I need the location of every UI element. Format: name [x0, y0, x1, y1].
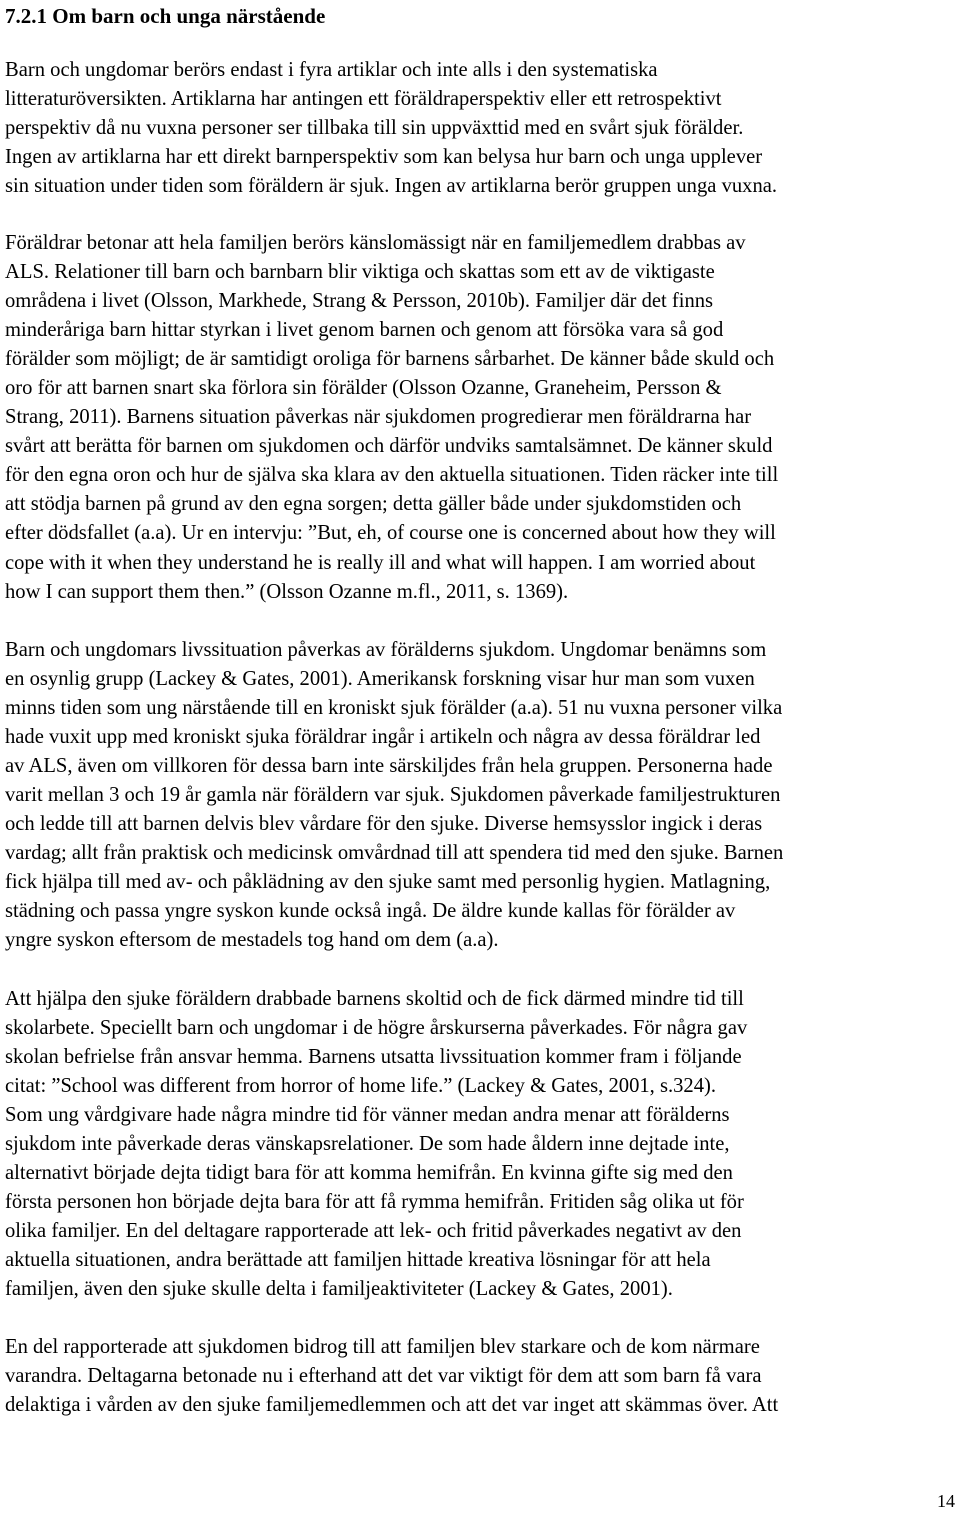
text-line: delaktiga i vården av den sjuke familjemedlemmen och att det var inget att skämmas över. Att [5, 1394, 779, 1417]
text-line: hade vuxit upp med kroniskt sjuka föräldrar ingår i artikeln och några av dessa föräldrar led [5, 726, 761, 749]
text-line: Föräldrar betonar att hela familjen berörs känslomässigt när en familjemedlem drabbas av [5, 232, 746, 254]
paragraph-2 [5, 229, 778, 607]
text-line: Barn och ungdomar berörs endast i fyra artiklar och inte alls i den systematiska [5, 59, 658, 81]
text-line: Ingen av artiklarna har ett direkt barnperspektiv som kan belysa hur barn och unga upplever [5, 146, 763, 169]
text-line: olika familjer. En del deltagare rapporterade att lek- och fritid påverkades negativt av den [5, 1220, 742, 1243]
text-line: minns tiden som ung närstående till en kroniskt sjuk förälder (a.a). 51 nu vuxna personer vilka [5, 697, 783, 720]
text-line: efter dödsfallet (a.a). Ur en intervju: ”But, eh, of course one is concerned about how they will [5, 522, 776, 545]
text-line: vardag; allt från praktisk och medicinsk omvårdnad till att spendera tid med den sjuke. Barnen [5, 842, 784, 865]
text-line: varit mellan 3 och 19 år gamla när föräldern var sjuk. Sjukdomen påverkade familjestrukturen [5, 784, 781, 807]
text-line: alternativt började dejta tidigt bara för att komma hemifrån. En kvinna gifte sig med den [5, 1162, 733, 1185]
text-line: varandra. Deltagarna betonade nu i efterhand att det var viktigt för dem att som barn få vara [5, 1365, 762, 1388]
text-line: cope with it when they understand he is really ill and what will happen. I am worried about [5, 551, 756, 574]
text-line: En del rapporterade att sjukdomen bidrog till att familjen blev starkare och de kom närmare [5, 1336, 760, 1358]
text-line: sjukdom inte påverkade deras vänskapsrelationer. De som hade åldern inne dejtade inte, [5, 1133, 730, 1156]
text-line: citat: ”School was different from horror of home life.” (Lackey & Gates, 2001, s.324). [5, 1075, 717, 1098]
text-line: och ledde till att barnen delvis blev vårdare för den sjuke. Diverse hemsysslor ingick i deras [5, 813, 763, 836]
paragraph-4 [5, 985, 747, 1305]
text-line: ALS. Relationer till barn och barnbarn blir viktiga och skattas som ett av de viktigaste [5, 261, 715, 284]
text-line: litteraturöversikten. Artiklarna har antingen ett föräldraperspektiv eller ett retrospektivt [5, 88, 722, 111]
text-line: skolarbete. Speciellt barn och ungdomar i de högre årskurserna påverkades. För några gav [5, 1017, 748, 1040]
text-line: perspektiv då nu vuxna personer ser tillbaka till sin uppväxttid med en svårt sjuk förälder. [5, 117, 744, 140]
text-line: skolan befrielse från ansvar hemma. Barnens utsatta livssituation kommer fram i följande [5, 1046, 742, 1069]
text-line: första personen hon började dejta bara för att få rymma hemifrån. Fritiden såg olika ut för [5, 1191, 744, 1214]
text-line: how I can support them then.” (Olsson Ozanne m.fl., 2011, s. 1369). [5, 580, 569, 603]
text-line: att stödja barnen på grund av den egna sorgen; detta gäller både under sjukdomstiden och [5, 493, 742, 516]
text-line: familjen, även den sjuke skulle delta i familjeaktiviteter (Lackey & Gates, 2001). [5, 1278, 673, 1301]
text-line: aktuella situationen, andra berättade att familjen hittade kreativa lösningar för att hela [5, 1249, 711, 1272]
page-number: 14 [937, 1491, 955, 1511]
text-line: av ALS, även om villkoren för dessa barn inte särskiljdes från hela gruppen. Personerna hade [5, 755, 773, 778]
paragraph-1 [5, 56, 777, 201]
text-line: förälder som möjligt; de är samtidigt oroliga för barnens sårbarhet. De känner både skuld och [5, 348, 775, 371]
text-line: yngre syskon eftersom de mestadels tog hand om dem (a.a). [5, 929, 499, 952]
text-line: sin situation under tiden som föräldern är sjuk. Ingen av artiklarna berör gruppen unga vuxna. [5, 175, 778, 198]
paragraph-5 [5, 1333, 778, 1420]
text-line: städning och passa yngre syskon kunde också ingå. De äldre kunde kallas för förälder av [5, 900, 736, 923]
text-line: fick hjälpa till med av- och påklädning av den sjuke samt med personlig hygien. Matlagning, [5, 871, 771, 894]
text-line: Strang, 2011). Barnens situation påverkas när sjukdomen progredierar men föräldrarna har [5, 406, 752, 429]
text-line: oro för att barnen snart ska förlora sin förälder (Olsson Ozanne, Graneheim, Persson & [5, 377, 722, 400]
paragraph-3 [5, 636, 783, 956]
text-line: en osynlig grupp (Lackey & Gates, 2001). Amerikansk forskning visar hur man som vuxen [5, 668, 755, 691]
text-line: för den egna oron och hur de själva ska klara av den aktuella situationen. Tiden räcker inte till [5, 464, 779, 487]
text-line: svårt att berätta för barnen om sjukdomen och därför undviks samtalsämnet. De känner skuld [5, 435, 773, 458]
text-line: Barn och ungdomars livssituation påverkas av förälderns sjukdom. Ungdomar benämns som [5, 639, 767, 661]
text-line: Som ung vårdgivare hade några mindre tid för vänner medan andra menar att förälderns [5, 1104, 730, 1127]
text-line: områdena i livet (Olsson, Markhede, Strang & Persson, 2010b). Familjer där det finns [5, 290, 714, 313]
text-line: minderåriga barn hittar styrkan i livet genom barnen och genom att försöka vara så god [5, 319, 724, 342]
section-heading: 7.2.1 Om barn och unga närstående [5, 4, 326, 28]
text-line: Att hjälpa den sjuke föräldern drabbade barnens skoltid och de fick därmed mindre tid till [5, 988, 744, 1010]
